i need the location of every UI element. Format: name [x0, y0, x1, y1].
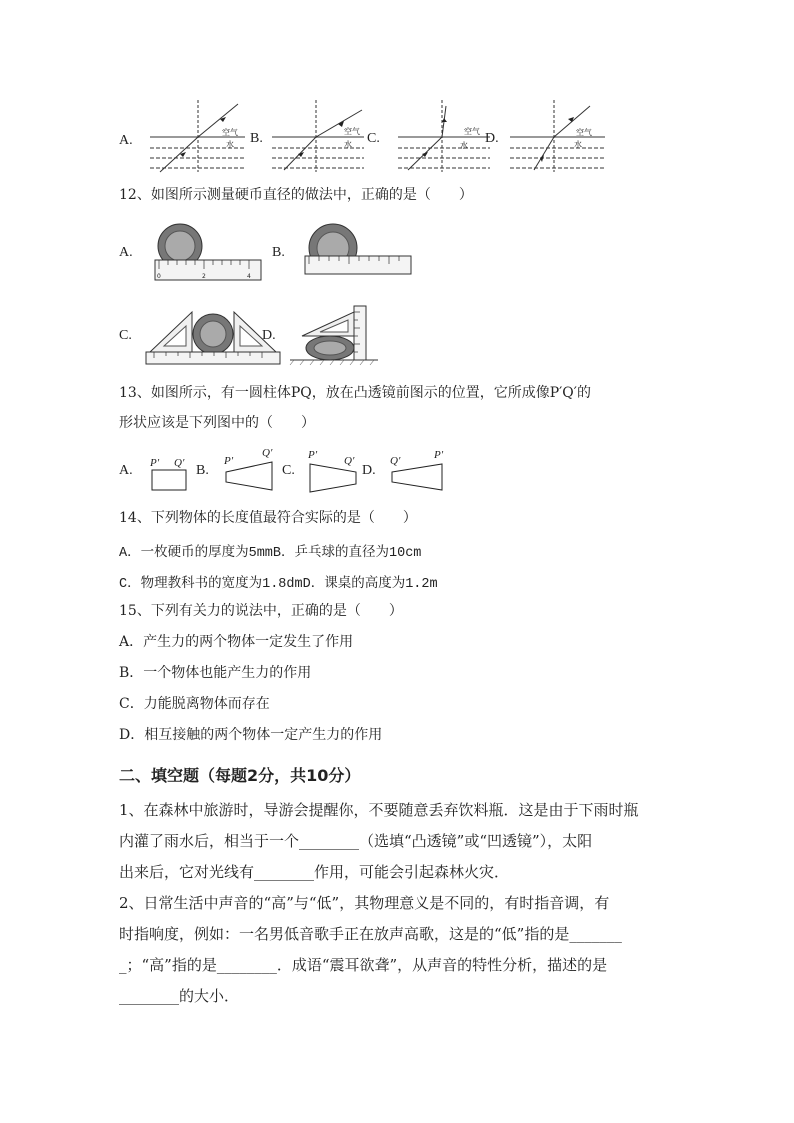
q12-diagram-a [155, 222, 263, 284]
svg-text:2: 2 [202, 273, 206, 280]
q15-stem: 15、下列有关力的说法中，正确的是（ ） [119, 603, 403, 619]
q15-option-d: D．相互接触的两个物体一定产生力的作用 [119, 727, 383, 743]
q15-option-c: C．力能脱离物体而存在 [119, 696, 270, 712]
q14-stem: 14、下列物体的长度值最符合实际的是（ ） [119, 510, 417, 526]
svg-text:空气: 空气 [576, 128, 592, 137]
q14-options-line2: C．物理教科书的宽度为1.8dmD．课桌的高度为1.2m [119, 577, 438, 592]
q11-diagram-b [272, 100, 372, 172]
fill1-line1: 1、在森林中旅游时，导游会提醒你，不要随意丢弃饮料瓶．这是由于下雨时瓶 [119, 801, 639, 819]
q12-stem: 12、如图所示测量硬币直径的做法中，正确的是（ ） [119, 187, 473, 203]
fill1-line2: 内灌了雨水后，相当于一个________（选填“凸透镜”或“凹透镜”），太阳 [119, 832, 593, 850]
q15-option-b: B．一个物体也能产生力的作用 [119, 665, 312, 681]
q12-option-a: A. [119, 245, 133, 260]
svg-text:空气: 空气 [222, 128, 238, 137]
q11-option-a: A. [119, 133, 133, 148]
fill2-line1: 2、日常生活中声音的“高”与“低”，其物理意义是不同的，有时指音调，有 [119, 894, 610, 912]
q12-diagram-d [290, 302, 380, 366]
svg-text:水: 水 [460, 141, 468, 150]
svg-text:Q′: Q′ [262, 447, 273, 459]
svg-text:Q′: Q′ [390, 455, 401, 467]
q12-option-c: C. [119, 328, 132, 343]
q13-option-a: A. [119, 463, 133, 478]
q13-diagram-a [148, 450, 190, 494]
svg-text:4: 4 [247, 273, 251, 280]
q13-diagram-b [222, 444, 278, 496]
q12-diagram-b [303, 222, 413, 284]
svg-text:水: 水 [574, 140, 582, 149]
q13-diagram-c [306, 444, 362, 496]
q11-diagram-c [398, 100, 498, 172]
q11-diagram-a [150, 100, 250, 172]
q11-option-b: B. [250, 131, 263, 146]
svg-text:P′: P′ [434, 449, 444, 461]
svg-text:空气: 空气 [344, 127, 360, 136]
fill2-line3: _；“高”指的是________．成语“震耳欲聋”，从声音的特性分析，描述的是 [119, 956, 608, 974]
svg-text:Q′: Q′ [174, 457, 185, 469]
fill2-line4: ________的大小． [119, 987, 240, 1005]
q12-option-b: B. [272, 245, 285, 260]
q13-stem-line1: 13、如图所示，有一圆柱体PQ，放在凸透镜前图示的位置，它所成像P′Q′的 [119, 385, 591, 401]
q13-diagram-d [388, 444, 448, 496]
section-heading: 二、填空题（每题2分，共10分） [119, 766, 361, 785]
q13-stem-line2: 形状应该是下列图中的（ ） [119, 415, 315, 431]
fill1-line3: 出来后，它对光线有________作用，可能会引起森林火灾． [119, 863, 510, 881]
q13-option-d: D. [362, 463, 376, 478]
svg-text:水: 水 [344, 140, 352, 149]
svg-text:空气: 空气 [464, 127, 480, 136]
q11-option-c: C. [367, 131, 380, 146]
fill2-line2: 时指响度，例如：一名男低音歌手正在放声高歌，这是的“低”指的是_______ [119, 925, 622, 943]
svg-text:0: 0 [157, 273, 161, 280]
q13-option-c: C. [282, 463, 295, 478]
q11-diagram-d [510, 100, 610, 172]
svg-text:P′: P′ [308, 449, 318, 461]
svg-text:P′: P′ [150, 457, 160, 469]
q11-option-d: D. [485, 131, 499, 146]
svg-text:水: 水 [226, 140, 234, 149]
q15-option-a: A．产生力的两个物体一定发生了作用 [119, 634, 354, 650]
q12-option-d: D. [262, 328, 276, 343]
svg-text:Q′: Q′ [344, 455, 355, 467]
q14-options-line1: A．一枚硬币的厚度为5mmB．乒乓球的直径为10cm [119, 546, 422, 561]
q13-option-b: B. [196, 463, 209, 478]
svg-text:P′: P′ [224, 455, 234, 467]
